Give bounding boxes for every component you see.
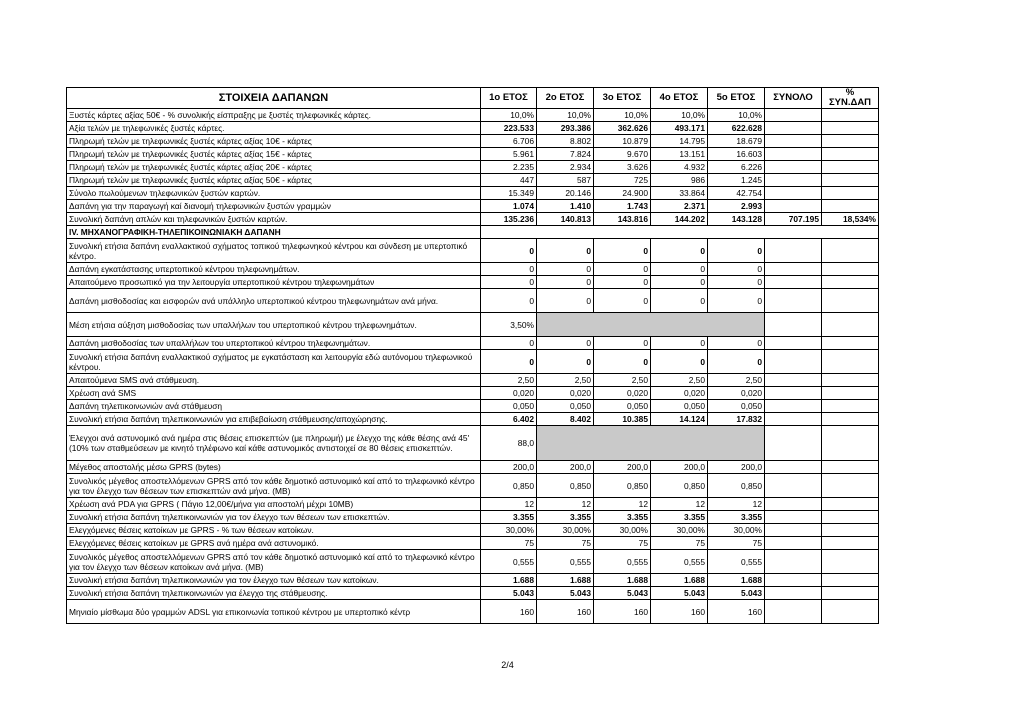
cell-total (765, 550, 822, 574)
cell-year-2: 0,850 (537, 474, 594, 498)
row-label: Μέση ετήσια αύξηση μισθοδοσίας των υπαλλήλων του υπερτοπικού κέντρου τηλεφωνημάτων. (67, 313, 481, 337)
cell-total (765, 498, 822, 511)
table-row (67, 524, 879, 537)
cell-year-4: 0,850 (651, 474, 708, 498)
cell-year-4: 0,050 (651, 400, 708, 413)
cell-year-4: 1.688 (651, 574, 708, 587)
cell-percent (822, 276, 879, 289)
cell-year-1: 15.349 (481, 187, 537, 200)
cell-year-4: 160 (651, 600, 708, 624)
cell-percent (822, 350, 879, 374)
cell-year-5: 42.754 (708, 187, 765, 200)
row-label: Ελεγχόμενες θέσεις κατοίκων με GPRS ανά ημέρα ανά αστυνομικό. (67, 537, 481, 550)
cell-year-4: 0 (651, 263, 708, 276)
cell-year-4: 0 (651, 276, 708, 289)
cell-percent (822, 289, 879, 313)
table-row (67, 537, 879, 550)
cell-year-2: 2,50 (537, 374, 594, 387)
col-header-year-5: 5ο ΕΤΟΣ (708, 88, 765, 109)
cell-total (765, 474, 822, 498)
cell-total (765, 574, 822, 587)
cell-year-3: 0,555 (594, 550, 651, 574)
cell-percent (822, 263, 879, 276)
table-row (67, 498, 879, 511)
cell-year-3: 0 (594, 239, 651, 263)
cell-year-2: 160 (537, 600, 594, 624)
cell-year-2: 293.386 (537, 122, 594, 135)
table-row (67, 400, 879, 413)
row-label: Αξία τελών με τηλεφωνικές ξυστές κάρτες. (67, 122, 481, 135)
row-label: Πληρωμή τελών με τηλεφωνικές ξυστές κάρτες αξίας 15€ - κάρτες (67, 148, 481, 161)
cell-total (765, 263, 822, 276)
table-row (67, 213, 879, 226)
row-label: Συνολική ετήσια δαπάνη τηλεπικοινωνιών για έλεγχο της στάθμευσης. (67, 587, 481, 600)
cell-percent (822, 174, 879, 187)
table-row (67, 387, 879, 400)
cell-total (765, 200, 822, 213)
table-row (67, 187, 879, 200)
table-row (67, 239, 879, 263)
cell-percent (822, 537, 879, 550)
cell-year-5: 622.628 (708, 122, 765, 135)
cell-year-5: 30,00% (708, 524, 765, 537)
row-label: Ελεγχόμενες θέσεις κατοίκων με GPRS - % των θέσεων κατοίκων. (67, 524, 481, 537)
col-header-total: ΣΥΝΟΛΟ (765, 88, 822, 109)
section-heading-row (67, 226, 879, 239)
cell-year-3: 0,850 (594, 474, 651, 498)
cell-year-5: 0,050 (708, 400, 765, 413)
cell-percent (822, 239, 879, 263)
cell-year-5: 2.993 (708, 200, 765, 213)
cell-year-4: 10,0% (651, 109, 708, 122)
col-header-percent: % ΣΥΝ.ΔΑΠ (822, 88, 879, 109)
cell-percent (822, 387, 879, 400)
cell-percent (822, 148, 879, 161)
cell-total (765, 276, 822, 289)
cell-percent (822, 600, 879, 624)
cell-total (765, 413, 822, 426)
cell-year-3: 0,020 (594, 387, 651, 400)
cell-percent (822, 498, 879, 511)
cell-year-5: 0 (708, 337, 765, 350)
table-row (67, 313, 879, 337)
cell-value: 3,50% (481, 313, 537, 337)
cell-year-3: 3.355 (594, 511, 651, 524)
cell-year-5: 3.355 (708, 511, 765, 524)
cell-year-3: 200,0 (594, 461, 651, 474)
cell-year-2: 5.043 (537, 587, 594, 600)
cell-total (765, 174, 822, 187)
cell-year-4: 2,50 (651, 374, 708, 387)
cell-year-5: 12 (708, 498, 765, 511)
cell-total: 707.195 (765, 213, 822, 226)
table-row (67, 263, 879, 276)
cell-year-4: 14.795 (651, 135, 708, 148)
col-header-year-2: 2ο ΕΤΟΣ (537, 88, 594, 109)
cell-percent (822, 187, 879, 200)
expenses-table-body (67, 88, 879, 624)
cell-total (765, 387, 822, 400)
cell-year-1: 447 (481, 174, 537, 187)
shaded-cell (537, 313, 765, 337)
cell-year-1: 0,020 (481, 387, 537, 400)
cell-year-4: 986 (651, 174, 708, 187)
cell-year-3: 9.670 (594, 148, 651, 161)
cell-year-5: 0,555 (708, 550, 765, 574)
cell-year-3: 1.688 (594, 574, 651, 587)
cell-year-5: 10,0% (708, 109, 765, 122)
row-label: Συνολική ετήσια δαπάνη τηλεπικοινωνιών για τον έλεγχο των θέσεων των επισκεπτών. (67, 511, 481, 524)
header-row (67, 88, 879, 109)
cell-empty (765, 313, 822, 337)
cell-year-3: 2,50 (594, 374, 651, 387)
cell-year-2: 8.802 (537, 135, 594, 148)
table-row (67, 200, 879, 213)
cell-year-3: 75 (594, 537, 651, 550)
table-row (67, 337, 879, 350)
cell-year-3: 1.743 (594, 200, 651, 213)
cell-total (765, 350, 822, 374)
cell-year-1: 223.533 (481, 122, 537, 135)
row-label: Συνολική ετήσια δαπάνη εναλλακτικού σχήματος με εγκατάσταση και λειτουργία εδώ αυτόνομου τηλεφωνικού κέντρου. (67, 350, 481, 374)
cell-total (765, 461, 822, 474)
cell-year-4: 30,00% (651, 524, 708, 537)
cell-year-1: 5.043 (481, 587, 537, 600)
cell-total (765, 374, 822, 387)
cell-year-2: 0 (537, 350, 594, 374)
cell-year-1: 0 (481, 337, 537, 350)
table-row (67, 174, 879, 187)
cell-year-2: 75 (537, 537, 594, 550)
table-row (67, 587, 879, 600)
cell-year-2: 1.410 (537, 200, 594, 213)
cell-year-5: 200,0 (708, 461, 765, 474)
cell-year-2: 587 (537, 174, 594, 187)
row-label: Συνολικός μέγεθος αποστελλόμενων GPRS από τον κάθε δημοτικό αστυνομικό καί από το τηλεφωνικό κέντρο για τον έλεγχο των θέσεων κατοίκων ανά μήνα. (MB) (67, 550, 481, 574)
cell-percent (822, 574, 879, 587)
cell-year-3: 30,00% (594, 524, 651, 537)
cell-year-2: 0,020 (537, 387, 594, 400)
cell-year-4: 200,0 (651, 461, 708, 474)
cell-year-4: 3.355 (651, 511, 708, 524)
cell-year-1: 0,850 (481, 474, 537, 498)
cell-year-3: 0 (594, 350, 651, 374)
cell-percent: 18,534% (822, 213, 879, 226)
cell-percent (822, 200, 879, 213)
cell-year-1: 0 (481, 289, 537, 313)
cell-percent (822, 524, 879, 537)
cell-year-3: 24.900 (594, 187, 651, 200)
cell-year-3: 12 (594, 498, 651, 511)
cell-year-2: 0,050 (537, 400, 594, 413)
row-label: Συνολική δαπάνη απλών και τηλεφωνικών ξυστών καρτών. (67, 213, 481, 226)
cell-year-5: 0 (708, 350, 765, 374)
cell-year-1: 12 (481, 498, 537, 511)
row-label: Έλεγχοι ανά αστυνομικό ανά ημέρα στις θέσεις επισκεπτών (με πληρωμή) με έλεγχο της κάθε θέσης ανά 45' (10% των σταθμεύσεων με κινητό τηλέφωνο καί κάθε αστυνομικός αντιστοιχεί σε 80 θέσεις επισκεπτών. (67, 426, 481, 461)
cell-year-4: 33.864 (651, 187, 708, 200)
cell-year-2: 0 (537, 276, 594, 289)
table-row (67, 600, 879, 624)
table-row (67, 574, 879, 587)
table-row (67, 135, 879, 148)
cell-year-5: 143.128 (708, 213, 765, 226)
cell-year-1: 0 (481, 350, 537, 374)
cell-year-4: 0 (651, 289, 708, 313)
row-label: Δαπάνη μισθοδοσίας των υπαλλήλων του υπερτοπικού κέντρου τηλεφωνημάτων. (67, 337, 481, 350)
cell-year-4: 0 (651, 350, 708, 374)
row-label: Συνολική ετήσια δαπάνη τηλεπικοινωνιών για τον έλεγχο των θέσεων των κατοίκων. (67, 574, 481, 587)
row-label: Συνολική ετήσια δαπάνη εναλλακτικού σχήματος τοπικού τηλεφωνηκού κέντρου και σύνδεση με υπερτοπικό κέντρο. (67, 239, 481, 263)
row-label: Χρέωση ανά PDA για GPRS ( Πάγιο 12,00€/μήνα για αποστολή μέχρι 10MB) (67, 498, 481, 511)
row-label: Δαπάνη εγκατάστασης υπερτοπικού κέντρου τηλεφωνημάτων. (67, 263, 481, 276)
cell-total (765, 400, 822, 413)
cell-year-4: 75 (651, 537, 708, 550)
cell-total (765, 122, 822, 135)
table-row (67, 289, 879, 313)
cell-year-4: 5.043 (651, 587, 708, 600)
cell-year-2: 10,0% (537, 109, 594, 122)
row-label: Απαιτούμενο προσωπικό για την λειτουργία υπερτοπικού κέντρου τηλεφωνημάτων (67, 276, 481, 289)
cell-total (765, 524, 822, 537)
cell-total (765, 337, 822, 350)
table-row (67, 122, 879, 135)
row-label: Συνολικός μέγεθος αποστελλόμενων GPRS από τον κάθε δημοτικό αστυνομικό καί από το τηλεφωνικό κέντρο για τον έλεγχο των θέσεων των επισκεπτών ανά μήνα. (MB) (67, 474, 481, 498)
cell-year-4: 14.124 (651, 413, 708, 426)
table-row (67, 374, 879, 387)
shaded-cell (537, 426, 765, 461)
cell-year-2: 2.934 (537, 161, 594, 174)
cell-year-5: 17.832 (708, 413, 765, 426)
cell-year-5: 0 (708, 276, 765, 289)
cell-year-1: 135.236 (481, 213, 537, 226)
cell-empty (822, 426, 879, 461)
cell-year-3: 5.043 (594, 587, 651, 600)
cell-year-2: 3.355 (537, 511, 594, 524)
cell-year-1: 160 (481, 600, 537, 624)
cell-year-3: 3.626 (594, 161, 651, 174)
cell-total (765, 289, 822, 313)
cell-year-2: 30,00% (537, 524, 594, 537)
cell-year-1: 1.688 (481, 574, 537, 587)
row-label: Ξυστές κάρτες αξίας 50€ - % συνολικής είσπραξης με ξυστές τηλεφωνικές κάρτες. (67, 109, 481, 122)
table-row (67, 350, 879, 374)
section-heading: IV. ΜΗΧΑΝΟΓΡΑΦΙΚΗ-ΤΗΛΕΠΙΚΟΙΝΩΝΙΑΚΗ ΔΑΠΑΝΗ (67, 226, 481, 239)
table-row (67, 550, 879, 574)
cell-year-4: 0,020 (651, 387, 708, 400)
row-label: Μέγεθος αποστολής μέσω GPRS (bytes) (67, 461, 481, 474)
cell-year-3: 10,0% (594, 109, 651, 122)
cell-percent (822, 550, 879, 574)
cell-year-5: 0 (708, 263, 765, 276)
table-row (67, 511, 879, 524)
cell-year-2: 7.824 (537, 148, 594, 161)
table-row (67, 461, 879, 474)
cell-year-5: 75 (708, 537, 765, 550)
cell-year-2: 12 (537, 498, 594, 511)
cell-year-1: 6.706 (481, 135, 537, 148)
cell-year-4: 0 (651, 239, 708, 263)
row-label: Πληρωμή τελών με τηλεφωνικές ξυστές κάρτες αξίας 50€ - κάρτες (67, 174, 481, 187)
cell-year-1: 30,00% (481, 524, 537, 537)
cell-year-2: 20.146 (537, 187, 594, 200)
cell-year-4: 0 (651, 337, 708, 350)
expenses-table (66, 87, 879, 624)
table-row (67, 426, 879, 461)
cell-percent (822, 109, 879, 122)
cell-year-3: 0,050 (594, 400, 651, 413)
table-row (67, 148, 879, 161)
cell-year-2: 0 (537, 263, 594, 276)
cell-year-1: 0 (481, 263, 537, 276)
cell-year-1: 6.402 (481, 413, 537, 426)
cell-value: 88,0 (481, 426, 537, 461)
cell-year-4: 2.371 (651, 200, 708, 213)
cell-year-2: 140.813 (537, 213, 594, 226)
cell-year-2: 1.688 (537, 574, 594, 587)
cell-year-5: 18.679 (708, 135, 765, 148)
table-row (67, 276, 879, 289)
row-label: Δαπάνη τηλεπικοινωνιών ανά στάθμευση (67, 400, 481, 413)
row-label: Πληρωμή τελών με τηλεφωνικές ξυστές κάρτες αξίας 20€ - κάρτες (67, 161, 481, 174)
page-number: 2/4 (501, 660, 514, 670)
cell-year-1: 3.355 (481, 511, 537, 524)
cell-total (765, 537, 822, 550)
cell-year-4: 493.171 (651, 122, 708, 135)
cell-percent (822, 122, 879, 135)
cell-year-1: 2.235 (481, 161, 537, 174)
row-label: Δαπάνη μισθοδοσίας και εισφορών ανά υπάλληλο υπερτοπικού κέντρου τηλεφωνημάτων ανά μήνα. (67, 289, 481, 313)
cell-total (765, 587, 822, 600)
section-filler-cell (481, 226, 879, 239)
cell-year-2: 0 (537, 239, 594, 263)
cell-year-4: 4.932 (651, 161, 708, 174)
cell-year-2: 8.402 (537, 413, 594, 426)
cell-percent (822, 587, 879, 600)
cell-total (765, 187, 822, 200)
cell-percent (822, 374, 879, 387)
cell-year-3: 0 (594, 263, 651, 276)
cell-year-1: 0 (481, 276, 537, 289)
table-row (67, 413, 879, 426)
cell-year-5: 0 (708, 289, 765, 313)
cell-year-3: 143.816 (594, 213, 651, 226)
cell-percent (822, 474, 879, 498)
col-header-year-3: 3ο ΕΤΟΣ (594, 88, 651, 109)
cell-total (765, 511, 822, 524)
cell-year-4: 0,555 (651, 550, 708, 574)
cell-year-5: 1.245 (708, 174, 765, 187)
cell-year-1: 2,50 (481, 374, 537, 387)
cell-year-5: 1.688 (708, 574, 765, 587)
cell-year-5: 0,850 (708, 474, 765, 498)
cell-total (765, 600, 822, 624)
cell-year-1: 75 (481, 537, 537, 550)
col-header-year-1: 1ο ΕΤΟΣ (481, 88, 537, 109)
cell-year-2: 0 (537, 337, 594, 350)
cell-empty (765, 426, 822, 461)
cell-empty (822, 313, 879, 337)
table-title: ΣΤΟΙΧΕΙΑ ΔΑΠΑΝΩΝ (67, 88, 481, 109)
cell-year-4: 144.202 (651, 213, 708, 226)
col-header-year-4: 4ο ΕΤΟΣ (651, 88, 708, 109)
cell-year-5: 16.603 (708, 148, 765, 161)
cell-year-3: 10.879 (594, 135, 651, 148)
cell-year-4: 12 (651, 498, 708, 511)
cell-percent (822, 337, 879, 350)
cell-year-5: 0 (708, 239, 765, 263)
row-label: Πληρωμή τελών με τηλεφωνικές ξυστές κάρτες αξίας 10€ - κάρτες (67, 135, 481, 148)
cell-year-5: 6.226 (708, 161, 765, 174)
cell-year-1: 200,0 (481, 461, 537, 474)
cell-year-5: 2,50 (708, 374, 765, 387)
cell-total (765, 239, 822, 263)
cell-year-3: 362.626 (594, 122, 651, 135)
cell-year-2: 0 (537, 289, 594, 313)
cell-total (765, 109, 822, 122)
cell-year-5: 160 (708, 600, 765, 624)
cell-total (765, 135, 822, 148)
cell-percent (822, 413, 879, 426)
table-row (67, 109, 879, 122)
cell-year-3: 725 (594, 174, 651, 187)
row-label: Απαιτούμενα SMS ανά στάθμευση. (67, 374, 481, 387)
cell-year-2: 200,0 (537, 461, 594, 474)
cell-year-3: 0 (594, 337, 651, 350)
cell-year-2: 0,555 (537, 550, 594, 574)
cell-percent (822, 135, 879, 148)
row-label: Συνολική ετήσια δαπάνη τηλεπικοινωνιών για επιβεβαίωση στάθμευσης/αποχώρησης. (67, 413, 481, 426)
cell-total (765, 148, 822, 161)
row-label: Σύνολο πωλούμενων τηλεφωνικών ξυστών καρτών. (67, 187, 481, 200)
cell-year-3: 160 (594, 600, 651, 624)
table-row (67, 474, 879, 498)
cell-year-1: 0,555 (481, 550, 537, 574)
row-label: Δαπάνη για την παραγωγή καί διανομή τηλεφωνικών ξυστών γραμμών (67, 200, 481, 213)
cell-year-1: 0,050 (481, 400, 537, 413)
table-row (67, 161, 879, 174)
cell-year-1: 5.961 (481, 148, 537, 161)
row-label: Χρέωση ανά SMS (67, 387, 481, 400)
cell-year-5: 0,020 (708, 387, 765, 400)
cell-year-1: 1.074 (481, 200, 537, 213)
cell-percent (822, 161, 879, 174)
row-label: Μηνιαίο μίσθωμα δύο γραμμών ADSL για επικοινωνία τοπικού κέντρου με υπερτοπικό κέντρ (67, 600, 481, 624)
cell-year-5: 5.043 (708, 587, 765, 600)
cell-year-1: 0 (481, 239, 537, 263)
cell-year-3: 0 (594, 276, 651, 289)
cell-year-1: 10,0% (481, 109, 537, 122)
cell-year-3: 10.385 (594, 413, 651, 426)
cell-percent (822, 511, 879, 524)
cell-percent (822, 400, 879, 413)
cell-year-3: 0 (594, 289, 651, 313)
cell-total (765, 161, 822, 174)
cell-year-4: 13.151 (651, 148, 708, 161)
cell-percent (822, 461, 879, 474)
